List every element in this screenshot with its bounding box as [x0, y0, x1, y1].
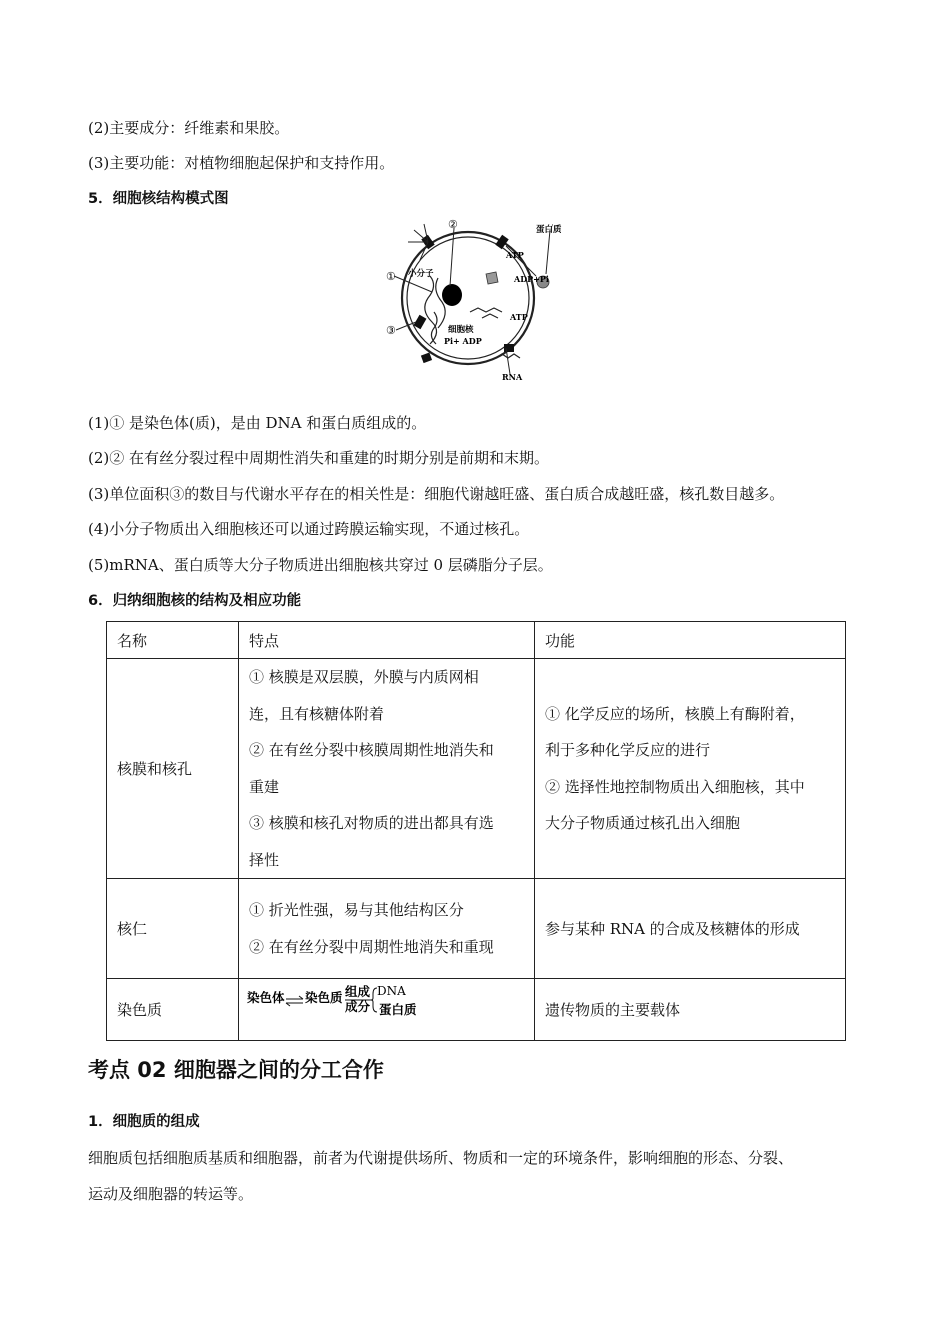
section-title: 考点 02 细胞器之间的分工合作 — [88, 1058, 384, 1082]
nucleus-structure-table — [106, 621, 846, 1041]
feature-line: ③ 核膜和核孔对物质的进出都具有选 — [249, 814, 494, 832]
label-3: ③ — [386, 324, 396, 337]
label-nucleus: 细胞核 — [448, 325, 474, 335]
cell-name: 核膜和核孔 — [107, 659, 239, 879]
note-line: (3)单位面积③的数目与代谢水平存在的相关性是：细胞代谢越旺盛、蛋白质合成越旺盛，核孔数目越多。 — [88, 485, 785, 503]
heading-c1: 1．细胞质的组成 — [88, 1114, 200, 1130]
heading-6: 6．归纳细胞核的结构及相应功能 — [88, 593, 302, 609]
cell-function: 遗传物质的主要载体 — [535, 979, 846, 1041]
label-1: ① — [386, 270, 396, 283]
label-atp-bottom: ATP — [510, 312, 528, 322]
feature-line: ① 核膜是双层膜，外膜与内质网相 — [249, 668, 479, 686]
nucleolus — [442, 284, 462, 306]
note-line: (4)小分子物质出入细胞核还可以通过跨膜运输实现，不通过核孔。 — [88, 520, 530, 538]
text-line: (2)主要成分：纤维素和果胶。 — [88, 119, 290, 137]
feature-line: 择性 — [249, 850, 280, 869]
cell-function — [535, 659, 846, 879]
cell-function: 参与某种 RNA 的合成及核糖体的形成 — [535, 879, 846, 979]
nucleus-diagram — [386, 216, 568, 382]
formula-top: 组成 — [345, 983, 371, 999]
feature-line: 重建 — [249, 777, 280, 796]
formula-bottom: 成分 — [345, 998, 371, 1014]
feature-line: ② 在有丝分裂中核膜周期性地消失和 — [249, 741, 494, 759]
label-2: ② — [448, 218, 458, 231]
formula-chromatin: 染色质 — [305, 989, 343, 1005]
chromatin-formula — [247, 984, 447, 1024]
label-protein: 蛋白质 — [536, 225, 562, 235]
text-line: (3)主要功能：对植物细胞起保护和支持作用。 — [88, 154, 395, 172]
cell-features — [239, 979, 535, 1041]
header-name: 名称 — [107, 622, 239, 659]
label-rna: RNA — [502, 372, 523, 382]
table-row — [107, 979, 846, 1041]
note-line: (1)① 是染色体(质)，是由 DNA 和蛋白质组成的。 — [88, 414, 427, 432]
body-line: 细胞质包括细胞质基质和细胞器，前者为代谢提供场所、物质和一定的环境条件，影响细胞的形态、分裂、 — [88, 1149, 794, 1167]
label-atp-top: ATP — [506, 250, 524, 260]
cell-features — [239, 659, 535, 879]
label-pi-adp: Pi+ ADP — [444, 336, 482, 346]
header-features: 特点 — [239, 622, 535, 659]
function-line: 大分子物质通过核孔出入细胞 — [545, 814, 741, 832]
note-line: (2)② 在有丝分裂过程中周期性消失和重建的时期分别是前期和末期。 — [88, 449, 550, 467]
note-line: (5)mRNA、蛋白质等大分子物质进出细胞核共穿过 0 层磷脂分子层。 — [88, 556, 553, 574]
feature-line: 连，且有核糖体附着 — [249, 704, 385, 723]
function-line: ② 选择性地控制物质出入细胞核，其中 — [545, 777, 805, 796]
cell-name: 核仁 — [107, 879, 239, 979]
formula-protein: 蛋白质 — [379, 1001, 417, 1017]
formula-chromosome: 染色体 — [247, 989, 285, 1005]
header-function: 功能 — [535, 622, 846, 659]
heading-5: 5．细胞核结构模式图 — [88, 191, 229, 207]
function-line: ① 化学反应的场所，核膜上有酶附着， — [545, 704, 805, 723]
table-row — [107, 659, 846, 879]
function-line: 利于多种化学反应的进行 — [545, 741, 711, 759]
cell-name: 染色质 — [107, 979, 239, 1041]
formula-dna: DNA — [377, 983, 406, 998]
label-adp-pi: ADP+Pi — [514, 274, 549, 284]
feature-line: ② 在有丝分裂中周期性地消失和重现 — [249, 937, 494, 956]
feature-line: ① 折光性强，易与其他结构区分 — [249, 901, 464, 919]
body-line: 运动及细胞器的转运等。 — [88, 1185, 254, 1203]
cell-features — [239, 879, 535, 979]
table-row — [107, 879, 846, 979]
label-small-molecule: 小分子 — [408, 269, 434, 279]
table-header-row — [107, 622, 846, 659]
